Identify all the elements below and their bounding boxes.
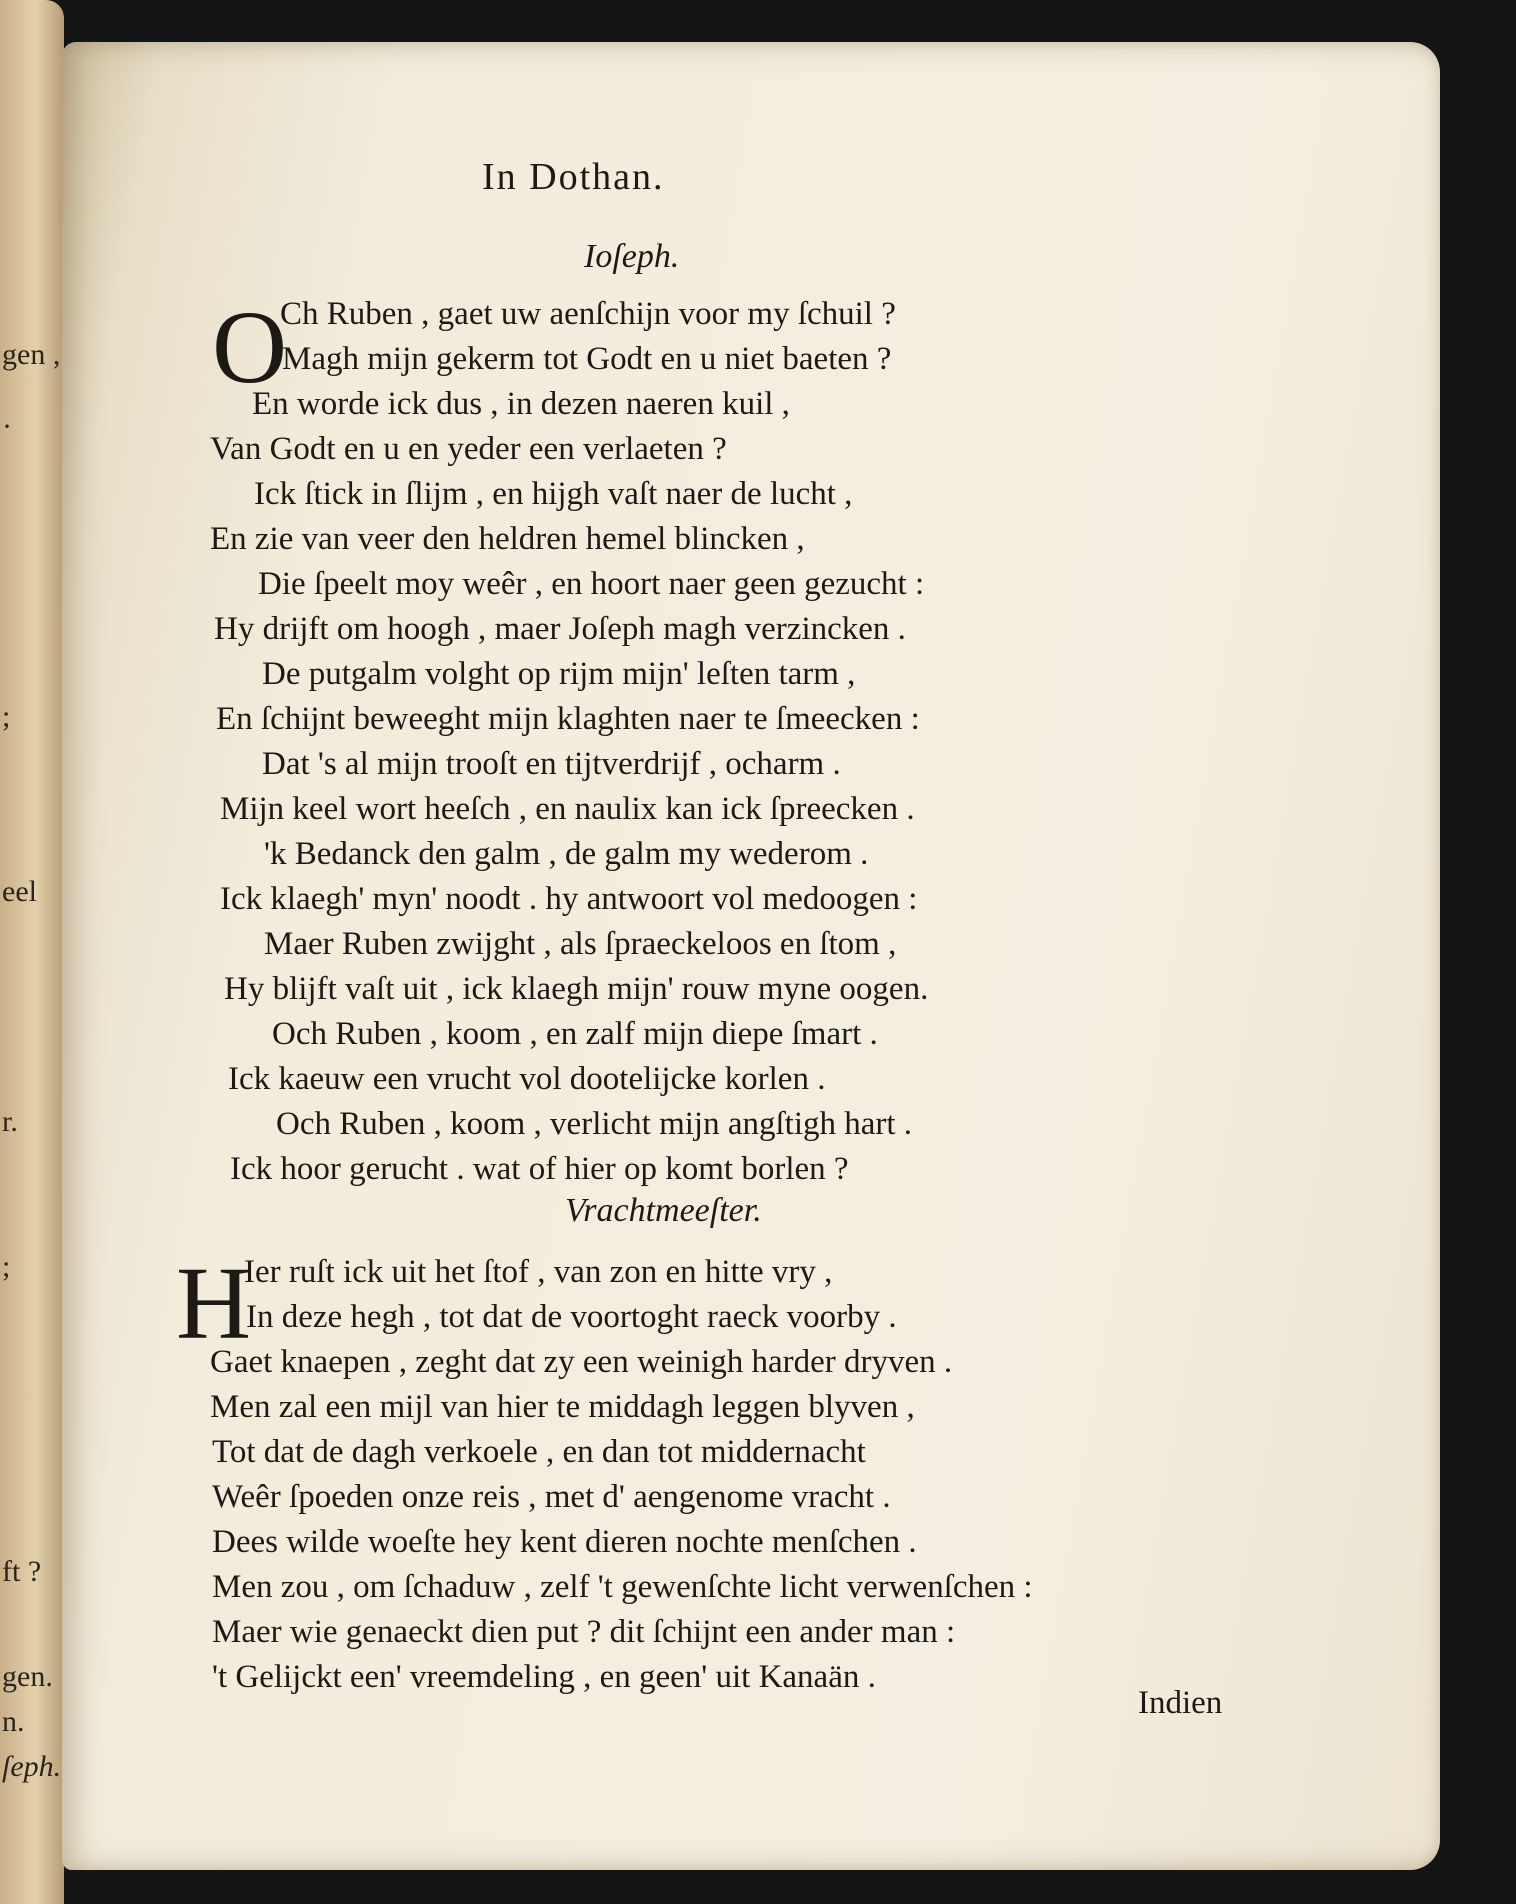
verse-line: 't Gelijckt een' vreemdeling , en geen' uit Kanaän . bbox=[212, 1659, 876, 1695]
verse-line: En ſchijnt beweeght mijn klaghten naer te ſmeecken : bbox=[216, 701, 920, 737]
left-fragment: ft ? bbox=[2, 1555, 42, 1588]
left-fragment: ; bbox=[2, 1250, 11, 1283]
left-fragment: r. bbox=[2, 1105, 18, 1138]
verse-line: Van Godt en u en yeder een verlaeten ? bbox=[210, 431, 727, 467]
speaker-name: Vrachtmeeſter. bbox=[565, 1192, 762, 1229]
verse-line: Ick klaegh' myn' noodt . hy antwoort vol medoogen : bbox=[220, 881, 918, 917]
facing-page-edge bbox=[0, 0, 64, 1904]
verse-line: Magh mijn gekerm tot Godt en u niet baeten ? bbox=[282, 341, 892, 377]
verse-line: Weêr ſpoeden onze reis , met d' aengenome vracht . bbox=[212, 1479, 891, 1515]
verse-line: In deze hegh , tot dat de voortoght raeck voorby . bbox=[246, 1299, 897, 1335]
verse-line: Mijn keel wort heeſch , en naulix kan ick ſpreecken . bbox=[220, 791, 915, 827]
verse-line: Ick kaeuw een vrucht vol dootelijcke korlen . bbox=[228, 1061, 826, 1097]
verse-line: Dees wilde woeſte hey kent dieren nochte menſchen . bbox=[212, 1524, 917, 1560]
drop-capital: O bbox=[212, 290, 288, 405]
speaker-name: Ioſeph. bbox=[584, 238, 680, 275]
verse-line: Men zou , om ſchaduw , zelf 't gewenſchte licht verwenſchen : bbox=[212, 1569, 1033, 1605]
verse-line: Och Ruben , koom , en zalf mijn diepe ſmart . bbox=[272, 1016, 878, 1052]
left-fragment: ſeph. bbox=[2, 1750, 62, 1783]
left-fragment: gen. bbox=[2, 1660, 53, 1693]
verse-line: Ier ruſt ick uit het ſtof , van zon en hitte vry , bbox=[244, 1254, 833, 1290]
left-fragment: n. bbox=[2, 1705, 25, 1738]
verse-line: Maer wie genaeckt dien put ? dit ſchijnt een ander man : bbox=[212, 1614, 956, 1650]
verse-line: 'k Bedanck den galm , de galm my wederom . bbox=[264, 836, 869, 872]
verse-line: Maer Ruben zwijght , als ſpraeckeloos en ſtom , bbox=[264, 926, 897, 962]
left-fragment: · bbox=[2, 410, 12, 443]
drop-capital: H bbox=[176, 1246, 252, 1361]
verse-line: Hy drijft om hoogh , maer Joſeph magh verzincken . bbox=[214, 611, 906, 647]
verse-line: Tot dat de dagh verkoele , en dan tot middernacht bbox=[212, 1434, 866, 1470]
verse-line: Ch Ruben , gaet uw aenſchijn voor my ſchuil ? bbox=[280, 296, 896, 332]
verse-line: Die ſpeelt moy weêr , en hoort naer geen gezucht : bbox=[258, 566, 925, 602]
verse-line: De putgalm volght op rijm mijn' leſten tarm , bbox=[262, 656, 856, 692]
verse-line: En zie van veer den heldren hemel blincken , bbox=[210, 521, 805, 557]
verse-line: En worde ick dus , in dezen naeren kuil , bbox=[252, 386, 790, 422]
verse-line: Men zal een mijl van hier te middagh leggen blyven , bbox=[210, 1389, 915, 1425]
verse-line: Och Ruben , koom , verlicht mijn angſtigh hart . bbox=[276, 1106, 913, 1142]
catchword: Indien bbox=[1138, 1685, 1223, 1721]
verse-line: Ick ſtick in ſlijm , en hijgh vaſt naer de lucht , bbox=[254, 476, 853, 512]
left-fragment: ; bbox=[2, 700, 11, 733]
left-fragment: eel bbox=[2, 875, 37, 908]
verse-line: Hy blijft vaſt uit , ick klaegh mijn' rouw myne oogen. bbox=[224, 971, 929, 1007]
running-header: In Dothan. bbox=[482, 156, 665, 198]
left-fragment: gen , bbox=[2, 338, 61, 371]
verse-line: Ick hoor gerucht . wat of hier op komt borlen ? bbox=[230, 1151, 849, 1187]
verse-line: Gaet knaepen , zeght dat zy een weinigh harder dryven . bbox=[210, 1344, 953, 1380]
verse-line: Dat 's al mijn trooſt en tijtverdrijf , ocharm . bbox=[262, 746, 841, 782]
